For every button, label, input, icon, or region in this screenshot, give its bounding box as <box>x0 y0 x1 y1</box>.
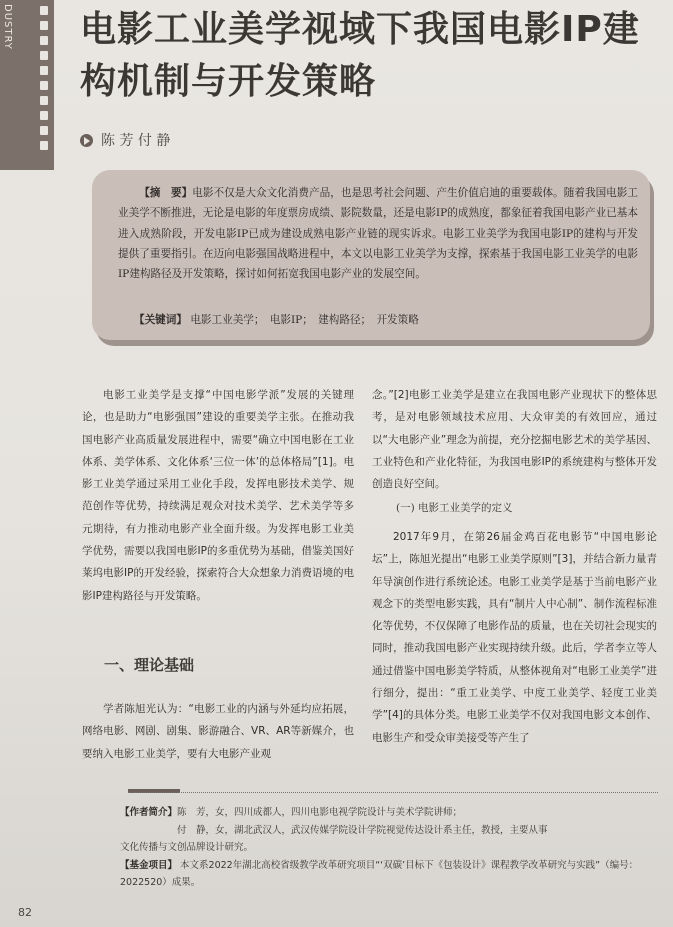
author-bio <box>120 804 660 839</box>
keywords-text: 电影工业美学； 电影IP； 建构路径； 开发策略 <box>190 314 419 326</box>
keywords-line <box>134 312 419 327</box>
footnote-divider <box>128 792 658 793</box>
keywords-label: 【关键词】 <box>134 314 187 326</box>
fund-note <box>120 857 660 892</box>
subsection-heading: (一) 电影工业美学的定义 <box>396 502 513 514</box>
definition-paragraph: 2017年9月，在第26届金鸡百花电影节“中国电影论坛”上，陈旭光提出“电影工业美学原则”[3]，并结合新力量青年导演创作进行系统论述。电影工业美学是基于当前电影产业观念下的类型电影实践，具有“制片人中心制”、制作流程标准化等优势，不仅保障了电影作品的质量，也在关切社会现实的同时，推动我国电影产业实现持续升级。此后，学者李立等人通过借鉴中国电影美学特质，从整体视角对“电影工业美学”进行细分，提出：“重工业美学、中度工业美学、轻度工业美学”[4]的具体分类。电影工业美学不仅对我国电影文本创作、电影生产和受众审美接受等产生了 <box>372 531 657 744</box>
film-perforations <box>40 6 48 156</box>
section-side-label: DUSTRY <box>2 4 13 50</box>
author-bio-label: 【作者简介】 <box>120 807 178 818</box>
continuation-paragraph: 念。”[2]电影工业美学是建立在我国电影产业现状下的整体思考，是对电影领域技术应用、大众审美的有效回应，通过以“大电影产业”理念为前提，充分挖掘电影艺术的美学基因、工业特色和产业化特征，为我国电影IP的系统建构与整体开发创造良好空间。 <box>372 389 657 491</box>
intro-paragraph: 电影工业美学是支撑“中国电影学派”发展的关键理论，也是助力“电影强国”建设的重要美学主张。在推动我国电影产业高质量发展进程中，需要“确立中国电影在工业体系、美学体系、文化体系‘三位一体’的总体格局”[1]。电影工业美学通过采用工业化手段，发挥电影技术美学、规范创作等优势，持续满足观众对技术美学、艺术美学等多元期待，有力推动电影产业全面升级。为发挥电影工业美学优势，需要以我国电影IP的多重优势为基础，借鉴美国好莱坞电影IP的开发经验，探索符合大众想象力消费语境的电影IP建构路径与开发策略。 <box>82 389 354 602</box>
abstract-label: 【摘 要】 <box>139 187 193 199</box>
footnotes <box>120 804 660 892</box>
page-number: 82 <box>18 906 32 919</box>
author-names: 陈 芳 付 静 <box>101 133 171 149</box>
fund-text: 本文系2022年湖北高校省级教学改革研究项目“‘双碳’目标下《包装设计》课程教学改革研究与实践”（编号：2022520）成果。 <box>120 859 639 888</box>
author-bio-line: 文化传播与文创品牌设计研究。 <box>120 842 254 853</box>
section-heading: 一、理论基础 <box>104 656 195 674</box>
play-bullet-icon <box>80 134 93 147</box>
fund-label: 【基金项目】 <box>120 859 178 871</box>
theory-paragraph: 学者陈旭光认为：“电影工业的内涵与外延均应拓展，网络电影、网剧、剧集、影游融合、VR、AR等新媒介，也要纳入电影工业美学，要有大电影产业观 <box>82 703 354 760</box>
author-line <box>80 130 170 150</box>
film-strip-decoration <box>0 0 54 170</box>
author-bio-line: 付 静，女，湖北武汉人，武汉传媒学院设计学院视觉传达设计系主任，教授，主要从事 <box>177 824 548 836</box>
abstract-paragraph <box>118 183 638 284</box>
article-title: 电影工业美学视域下我国电影IP建构机制与开发策略 <box>80 9 640 102</box>
author-bio-line: 陈 芳，女，四川成都人，四川电影电视学院设计与美术学院讲师； <box>177 807 463 818</box>
abstract-body: 电影不仅是大众文化消费产品，也是思考社会问题、产生价值启迪的重要载体。随着我国电影工业美学不断推进，无论是电影的年度票房成绩、影院数量，还是电影IP的成熟度，都象征着我国电影产业已基本进入成熟阶段，开发电影IP已成为建设成熟电影产业链的现实诉求。电影工业美学为我国电影IP的建构与开发提供了重要指引。在迈向电影强国战略进程中，本文以电影工业美学为支撑，探索基于我国电影工业美学的电影IP建构路径及开发策略，探讨如何拓宽我国电影产业的发展空间。 <box>118 187 639 281</box>
